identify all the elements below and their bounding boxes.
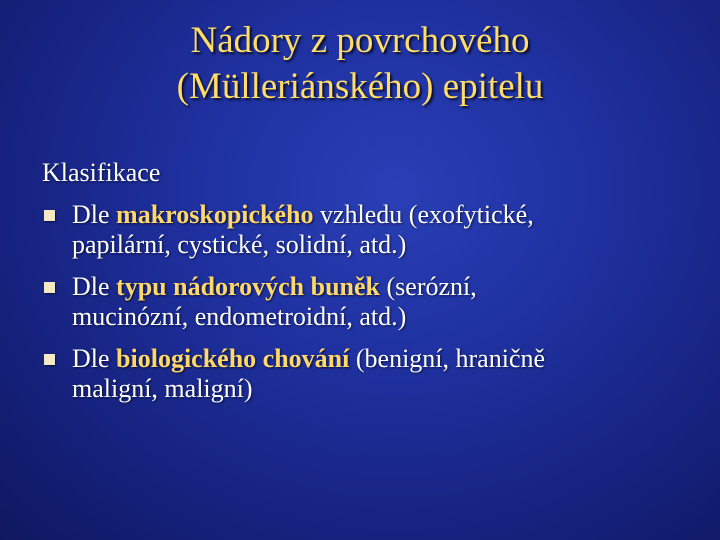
bullet-3-emphasis: biologického chování <box>116 344 350 373</box>
slide-title <box>40 18 680 110</box>
bullet-3-prefix: Dle <box>72 344 117 373</box>
bullet-1-line-1 <box>72 200 692 230</box>
bullet-1-emphasis: makroskopického <box>116 200 314 229</box>
bullet-3-line-1 <box>72 344 692 374</box>
bullet-2-emphasis: typu nádorových buněk <box>116 272 380 301</box>
title-line-2: (Mülleriánského) epitelu <box>176 66 544 107</box>
bullet-2-prefix: Dle <box>72 272 117 301</box>
bullet-item-2 <box>42 272 692 332</box>
bullet-item-1 <box>42 200 692 260</box>
bullet-1-prefix: Dle <box>72 200 117 229</box>
bullet-2-line-1 <box>72 272 692 302</box>
square-bullet-icon <box>44 210 55 221</box>
bullet-2-line-2: mucinózní, endometroidní, atd.) <box>72 302 407 331</box>
bullet-2-rest: (serózní, <box>380 272 477 301</box>
slide-body <box>42 158 692 416</box>
bullet-1-rest: vzhledu (exofytické, <box>313 200 534 229</box>
title-line-1: Nádory z povrchového <box>190 20 530 61</box>
square-bullet-icon <box>44 354 55 365</box>
bullet-1-line-2: papilární, cystické, solidní, atd.) <box>72 230 407 259</box>
bullet-3-line-2: maligní, maligní) <box>72 374 253 403</box>
square-bullet-icon <box>44 282 55 293</box>
section-heading: Klasifikace <box>42 158 161 187</box>
bullet-3-rest: (benigní, hraničně <box>349 344 546 373</box>
bullet-item-3 <box>42 344 692 404</box>
